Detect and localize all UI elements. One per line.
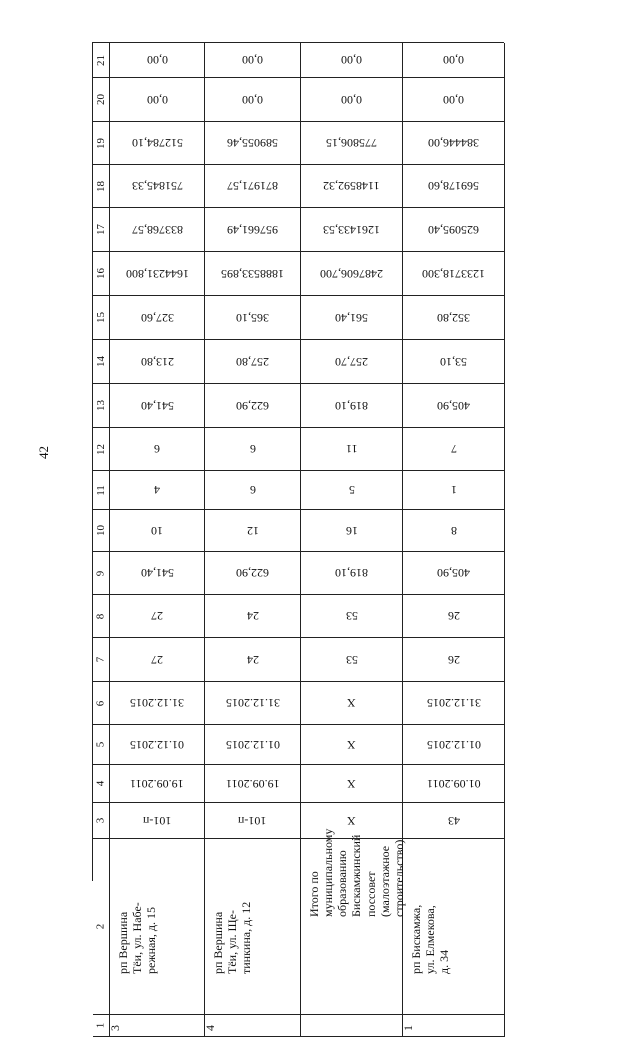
table-cell [205, 638, 301, 682]
column-number-cell [93, 552, 110, 595]
cell-value: 352,80 [437, 310, 470, 325]
label-column-number-cell [93, 839, 110, 1015]
cell-value: 01.12.2015 [426, 737, 481, 752]
table-cell [301, 208, 403, 252]
table-cell [205, 208, 301, 252]
cell-value: 213,80 [140, 354, 174, 369]
table-cell [301, 43, 403, 78]
cell-value: 6 [249, 442, 256, 456]
table-cell [110, 252, 205, 296]
cell-value: 775806,15 [326, 136, 377, 150]
row-label-cell [205, 839, 301, 1015]
cell-value: 365,10 [236, 310, 269, 325]
column-number: 12 [94, 443, 107, 455]
table-cell [205, 384, 301, 428]
table-cell [110, 471, 205, 510]
column-number: 14 [94, 356, 107, 367]
table-cell [301, 78, 403, 122]
cell-value: 569178,60 [428, 179, 479, 193]
cell-value: 0,00 [341, 92, 362, 107]
cell-value: 31.12.2015 [426, 696, 481, 710]
table-cell [403, 165, 505, 208]
cell-value: 512784,10 [131, 136, 183, 150]
column-number: 18 [94, 180, 107, 192]
page-number [37, 446, 50, 459]
column-number-cell [93, 595, 110, 638]
column-number-cell [93, 638, 110, 682]
table-cell [403, 340, 505, 384]
cell-value: 8 [450, 523, 457, 538]
cell-value: 26 [447, 609, 460, 623]
table-cell [110, 122, 205, 165]
column-number-cell [93, 165, 110, 208]
table-cell [205, 252, 301, 296]
column-number: 8 [94, 613, 107, 619]
cell-value: 833768,57 [131, 222, 183, 237]
table-cell [110, 428, 205, 471]
cell-value: Х [347, 737, 356, 752]
cell-value: 257,80 [236, 354, 269, 369]
cell-value: 31.12.2015 [130, 696, 184, 710]
cell-value: Х [347, 813, 356, 828]
table-cell [110, 595, 205, 638]
column-number: 16 [94, 268, 107, 279]
column-number-cell [93, 43, 110, 78]
table-cell [403, 765, 505, 803]
table-cell [205, 682, 301, 725]
table-cell [205, 165, 301, 208]
cell-value: 0,00 [443, 53, 464, 67]
table-cell [403, 122, 505, 165]
cell-value: 751845,33 [131, 179, 183, 193]
table-cell [110, 765, 205, 803]
column-number-cell [93, 78, 110, 122]
column-number-cell [93, 510, 110, 552]
cell-value: 6 [249, 483, 256, 497]
table-cell [110, 638, 205, 682]
row-number: 1 [401, 1025, 415, 1031]
cell-value: 257,70 [335, 354, 368, 369]
row-number-cell [301, 1015, 403, 1037]
table-cell [110, 384, 205, 428]
cell-value: 957661,49 [227, 222, 278, 237]
row-number-cell [403, 1015, 505, 1037]
table-cell [110, 296, 205, 340]
row-number-cell [205, 1015, 301, 1037]
row-label-cell [403, 839, 505, 1015]
cell-value: 4 [154, 483, 160, 497]
column-number: 5 [94, 741, 107, 748]
table-cell [301, 384, 403, 428]
cell-value: 0,00 [146, 92, 168, 107]
table-grid [93, 43, 505, 1031]
table-cell [403, 725, 505, 765]
cell-value: 2487606,700 [320, 266, 383, 281]
cell-value: 10 [151, 523, 163, 538]
cell-value: 6 [154, 442, 160, 456]
cell-value: 625095,40 [428, 222, 479, 237]
cell-value: Х [347, 696, 356, 710]
data-table [92, 42, 504, 1031]
table-cell [403, 638, 505, 682]
cell-value: 101-п [142, 813, 172, 828]
table-cell [205, 340, 301, 384]
column-number: 11 [94, 484, 107, 496]
cell-value: 1233718,300 [422, 266, 485, 281]
cell-value: 0,00 [146, 53, 168, 67]
cell-value: 53,10 [440, 354, 467, 369]
cell-value: 0,00 [242, 53, 263, 67]
rownum-column-number: 1 [94, 1022, 107, 1029]
table-cell [403, 208, 505, 252]
table-cell [301, 428, 403, 471]
column-number-cell [93, 208, 110, 252]
table-cell [110, 682, 205, 725]
cell-value: 1261433,53 [323, 222, 380, 237]
table-cell [110, 510, 205, 552]
column-number: 3 [94, 817, 107, 824]
column-number: 20 [94, 94, 107, 105]
table-cell [301, 340, 403, 384]
row-label: Итого по муниципальному образованию Бискамжинский поссовет (малоэтажное строительство) [307, 828, 406, 917]
table-cell [301, 510, 403, 552]
column-number-cell [93, 122, 110, 165]
cell-value: 01.12.2015 [130, 737, 184, 752]
table-cell [110, 43, 205, 78]
cell-value: 16 [345, 523, 358, 538]
column-number-cell [93, 725, 110, 765]
row-label: рп Бискамжа, ул. Елмекова, д. 34 [409, 904, 452, 974]
column-number-cell [93, 803, 110, 839]
table-cell [301, 471, 403, 510]
row-label-cell [110, 839, 205, 1015]
table-cell [110, 725, 205, 765]
table-cell [403, 43, 505, 78]
table-cell [301, 638, 403, 682]
table-cell [205, 428, 301, 471]
row-label: рп Вершина Тёи, ул. Набе- режная, д. 15 [116, 901, 159, 974]
cell-value: 53 [345, 609, 358, 623]
column-number-cell [93, 428, 110, 471]
cell-value: 405,90 [437, 398, 470, 413]
column-number: 10 [94, 525, 107, 536]
table-cell [205, 725, 301, 765]
table-cell [301, 552, 403, 595]
cell-value: 24 [246, 609, 259, 623]
page-number-text: 42 [36, 446, 51, 459]
cell-value: 19.09.2011 [130, 776, 184, 791]
column-number: 4 [94, 780, 107, 787]
table-cell [110, 552, 205, 595]
table-cell [301, 122, 403, 165]
table-cell [301, 165, 403, 208]
cell-value: 12 [246, 523, 259, 538]
column-number: 17 [94, 224, 107, 235]
table-cell [205, 552, 301, 595]
cell-value: 589055,46 [227, 136, 278, 150]
column-number: 19 [94, 137, 107, 149]
cell-value: 5 [348, 483, 355, 497]
table-cell [301, 252, 403, 296]
cell-value: 11 [345, 442, 358, 456]
table-cell [403, 384, 505, 428]
table-cell [110, 340, 205, 384]
cell-value: 01.09.2011 [426, 776, 481, 791]
cell-value: 26 [447, 652, 460, 667]
cell-value: 27 [151, 652, 163, 667]
cell-value: 0,00 [341, 53, 362, 67]
column-number: 13 [94, 400, 107, 411]
table-cell [110, 208, 205, 252]
column-number-cell [93, 682, 110, 725]
cell-value: 871971,57 [227, 179, 278, 193]
row-number-cell [110, 1015, 205, 1037]
table-cell [110, 78, 205, 122]
cell-value: 405,90 [437, 566, 470, 580]
cell-value: 622,90 [236, 398, 269, 413]
table-cell [205, 78, 301, 122]
column-number: 6 [94, 700, 107, 706]
cell-value: 24 [246, 652, 259, 667]
table-cell [205, 765, 301, 803]
column-number-cell [93, 340, 110, 384]
row-label: рп Вершина Тёи, ул. Ще- тинкина, д. 12 [211, 901, 254, 974]
cell-value: 622,90 [236, 566, 269, 580]
table-cell [403, 471, 505, 510]
table-cell [301, 682, 403, 725]
table-cell [301, 296, 403, 340]
cell-value: 819,10 [335, 398, 368, 413]
column-number-cell [93, 765, 110, 803]
table-cell [403, 595, 505, 638]
cell-value: 1888533,895 [221, 266, 284, 281]
cell-value: 1644231,800 [125, 266, 189, 281]
column-number: 15 [94, 312, 107, 323]
table-cell [403, 296, 505, 340]
table-cell [403, 78, 505, 122]
cell-value: 0,00 [443, 92, 464, 107]
row-label-cell [301, 828, 406, 1015]
column-number-cell [93, 252, 110, 296]
cell-value: 327,60 [140, 310, 174, 325]
cell-value: Х [347, 776, 356, 791]
table-cell [403, 682, 505, 725]
cell-value: 1148592,32 [323, 179, 380, 193]
row-number: 4 [203, 1025, 217, 1031]
column-number-cell [93, 296, 110, 340]
row-number: 3 [108, 1025, 122, 1031]
table-cell [205, 43, 301, 78]
cell-value: 384446,00 [428, 136, 479, 150]
table-cell [301, 595, 403, 638]
table-cell [205, 595, 301, 638]
table-cell [205, 471, 301, 510]
cell-value: 31.12.2015 [225, 696, 280, 710]
cell-value: 1 [450, 483, 457, 497]
column-number-cell [93, 471, 110, 510]
cell-value: 43 [447, 813, 460, 828]
cell-value: 101-п [238, 813, 267, 828]
column-number: 21 [94, 54, 107, 66]
cell-value: 01.12.2015 [225, 737, 280, 752]
label-column-number: 2 [94, 923, 107, 930]
cell-value: 27 [151, 609, 163, 623]
table-cell [403, 428, 505, 471]
cell-value: 541,40 [140, 566, 174, 580]
cell-value: 0,00 [242, 92, 263, 107]
cell-value: 819,10 [335, 566, 368, 580]
table-cell [205, 510, 301, 552]
table-cell [403, 552, 505, 595]
column-number-cell [93, 384, 110, 428]
cell-value: 7 [450, 442, 457, 456]
table-cell [110, 165, 205, 208]
cell-value: 541,40 [140, 398, 174, 413]
column-number: 9 [94, 570, 107, 576]
cell-value: 561,40 [335, 310, 368, 325]
table-cell [205, 296, 301, 340]
column-number: 7 [94, 656, 107, 663]
table-cell [205, 122, 301, 165]
table-cell [403, 252, 505, 296]
table-cell [403, 510, 505, 552]
cell-value: 19.09.2011 [225, 776, 280, 791]
cell-value: 53 [345, 652, 358, 667]
